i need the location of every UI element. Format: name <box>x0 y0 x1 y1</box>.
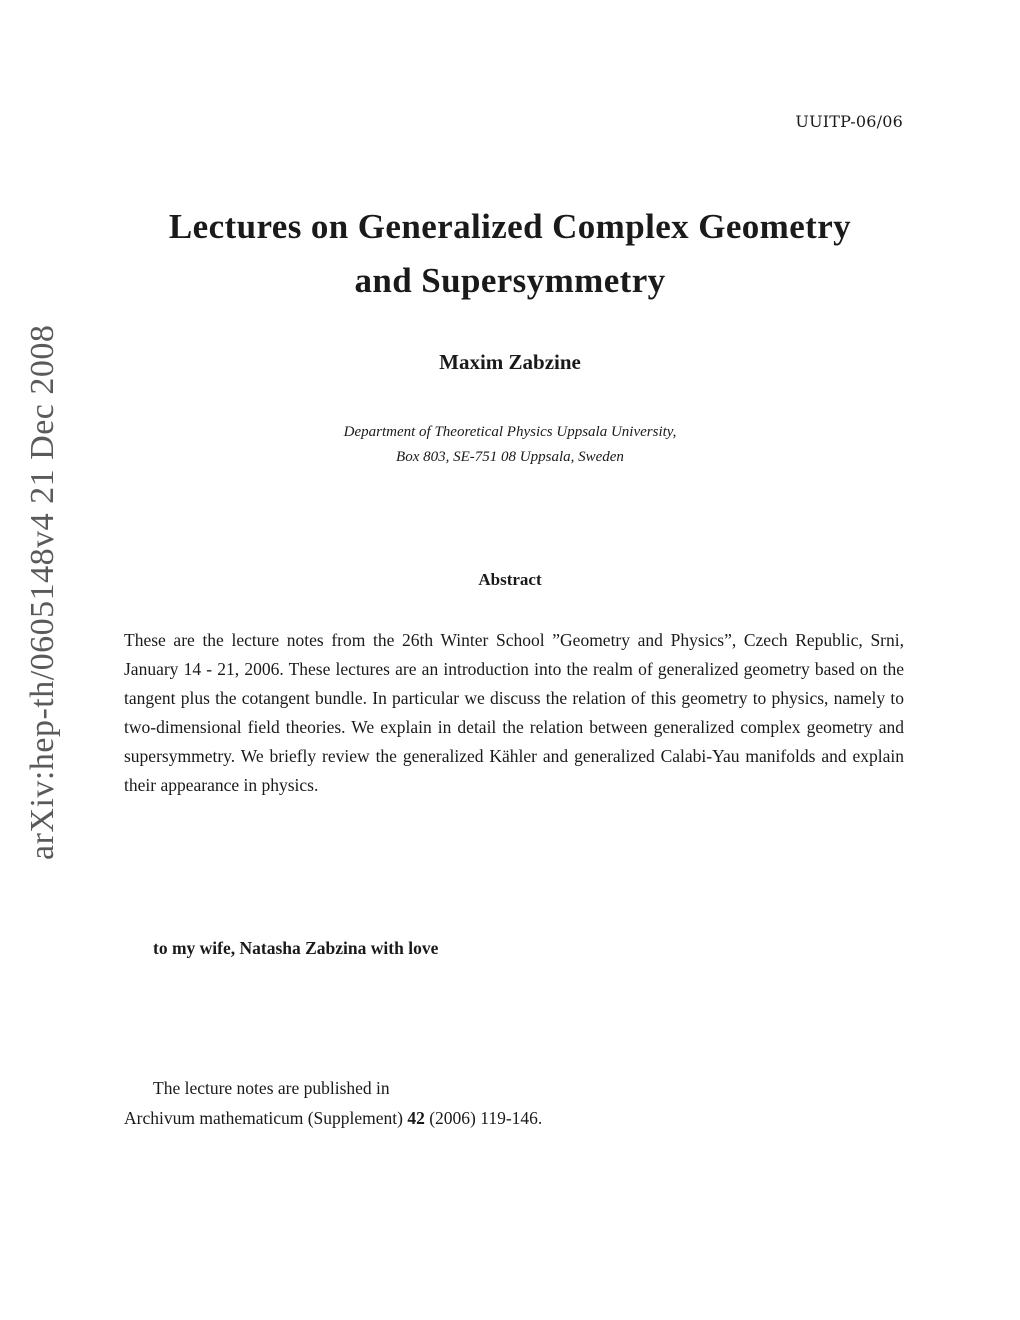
report-number: UUITP-06/06 <box>795 112 903 131</box>
journal-volume: 42 <box>407 1108 425 1128</box>
author-name: Maxim Zabzine <box>439 350 581 374</box>
abstract-heading: Abstract <box>478 570 542 589</box>
dedication: to my wife, Natasha Zabzina with love <box>153 938 439 958</box>
publication-note <box>124 1073 904 1133</box>
paper-title-line-1: Lectures on Generalized Complex Geometry <box>168 207 852 246</box>
publication-citation <box>124 1103 904 1133</box>
affiliation <box>0 420 1020 470</box>
paper-title <box>0 200 1020 308</box>
arxiv-identifier-stamp: arXiv:hep-th/0605148v4 21 Dec 2008 <box>24 324 61 860</box>
affiliation-line-1: Department of Theoretical Physics Uppsala University, <box>343 424 677 440</box>
paper-title-line-2: and Supersymmetry <box>354 261 666 300</box>
publication-intro: The lecture notes are published in <box>153 1078 390 1098</box>
abstract-body: These are the lecture notes from the 26th Winter School ”Geometry and Physics”, Czech Republic, Srni, January 14 - 21, 2006. These lectures are an introduction into the realm of generalized geometry based on the tangent plus the cotangent bundle. In particular we discuss the relation of this geometry to physics, namely to two-dimensional field theories. We explain in detail the relation between generalized complex geometry and supersymmetry. We briefly review the generalized Kähler and generalized Calabi-Yau manifolds and explain their appearance in physics. <box>124 630 904 795</box>
journal-year-pages: (2006) 119-146. <box>429 1108 543 1128</box>
journal-name: Archivum mathematicum (Supplement) <box>124 1108 403 1128</box>
affiliation-line-2: Box 803, SE-751 08 Uppsala, Sweden <box>396 449 624 465</box>
